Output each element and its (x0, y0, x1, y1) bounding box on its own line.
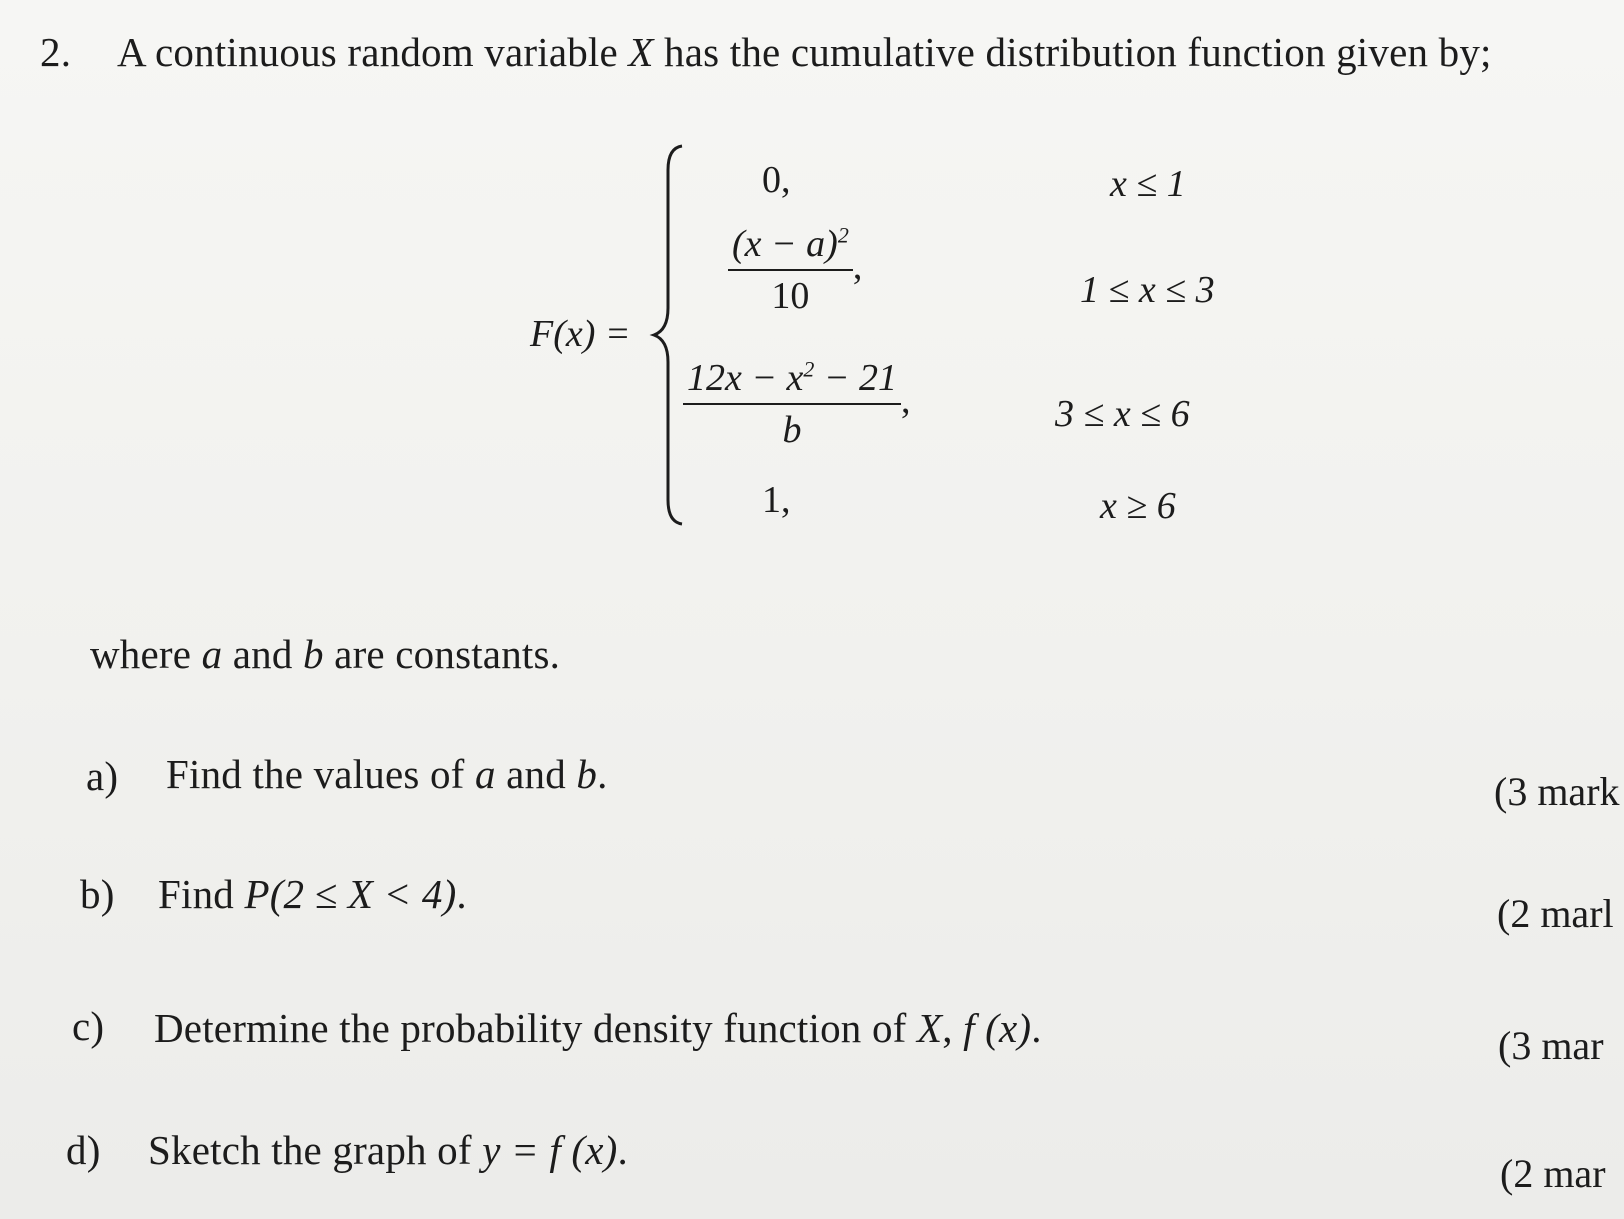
cdf-piece-2-fraction (728, 222, 853, 318)
part-a-marks: (3 mark (1494, 769, 1620, 814)
intro-text-start: A continuous random variable (117, 29, 629, 75)
cdf-piece-2-comma: , (852, 245, 863, 288)
cdf-piece-1-value: 0, (762, 159, 791, 201)
cdf-piece-3-denominator: b (782, 409, 802, 451)
cdf-piece-4-value: 1, (762, 479, 791, 521)
intro-variable: X (628, 29, 654, 75)
part-b-label: b) (80, 871, 115, 917)
part-d-marks: (2 mar (1500, 1151, 1606, 1196)
part-c-marks: (3 mar (1498, 1023, 1604, 1068)
cdf-piece-3-condition: 3 ≤ x ≤ 6 (1055, 393, 1190, 435)
cdf-piece-3-expression (683, 356, 911, 452)
part-a-var-b: b (576, 751, 598, 797)
part-d-expression: y = f (x) (482, 1127, 618, 1173)
part-a-text: Find the values of a and b. (166, 751, 608, 797)
constant-a: a (201, 631, 223, 677)
part-b-marks: (2 marl (1497, 891, 1614, 936)
part-a-var-a: a (474, 751, 496, 797)
part-c-text: Determine the probability density function of X, f (x). (154, 1005, 1042, 1051)
part-c-pdf: f (x) (963, 1005, 1032, 1051)
cdf-piece-3-comma: , (901, 379, 911, 422)
intro-text-end: has the cumulative distribution function given by; (653, 29, 1492, 75)
part-b-text: Find P(2 ≤ X < 4). (158, 871, 467, 917)
part-a-label: a) (86, 753, 119, 799)
part-c-var-x: X (916, 1005, 943, 1051)
cdf-piece-3-numerator: $12x - x^2 - 21$ (687, 356, 898, 399)
constants-note: where a and b are constants. (90, 631, 561, 677)
cdf-piece-2-expression (728, 222, 862, 318)
question-intro (117, 28, 1492, 76)
question-number: 2. (40, 29, 72, 75)
constant-b: b (303, 631, 324, 677)
part-c-label: c) (72, 1003, 105, 1049)
part-b-expression: P(2 ≤ X < 4) (244, 871, 457, 917)
part-d-label: d) (66, 1127, 101, 1173)
cdf-piece-1-condition: x ≤ 1 (1110, 163, 1186, 205)
cdf-brace (648, 140, 688, 530)
cdf-piece-2-numerator: $(x - a)^2$ (732, 222, 849, 265)
cdf-lhs: F(x) = (530, 313, 631, 355)
cdf-piece-4-condition: x ≥ 6 (1100, 485, 1176, 527)
cdf-piece-2-condition: 1 ≤ x ≤ 3 (1080, 269, 1215, 311)
part-d-text: Sketch the graph of y = f (x). (148, 1127, 628, 1173)
cdf-piece-2-denominator: 10 (771, 275, 810, 317)
cdf-piece-3-fraction (683, 356, 901, 452)
